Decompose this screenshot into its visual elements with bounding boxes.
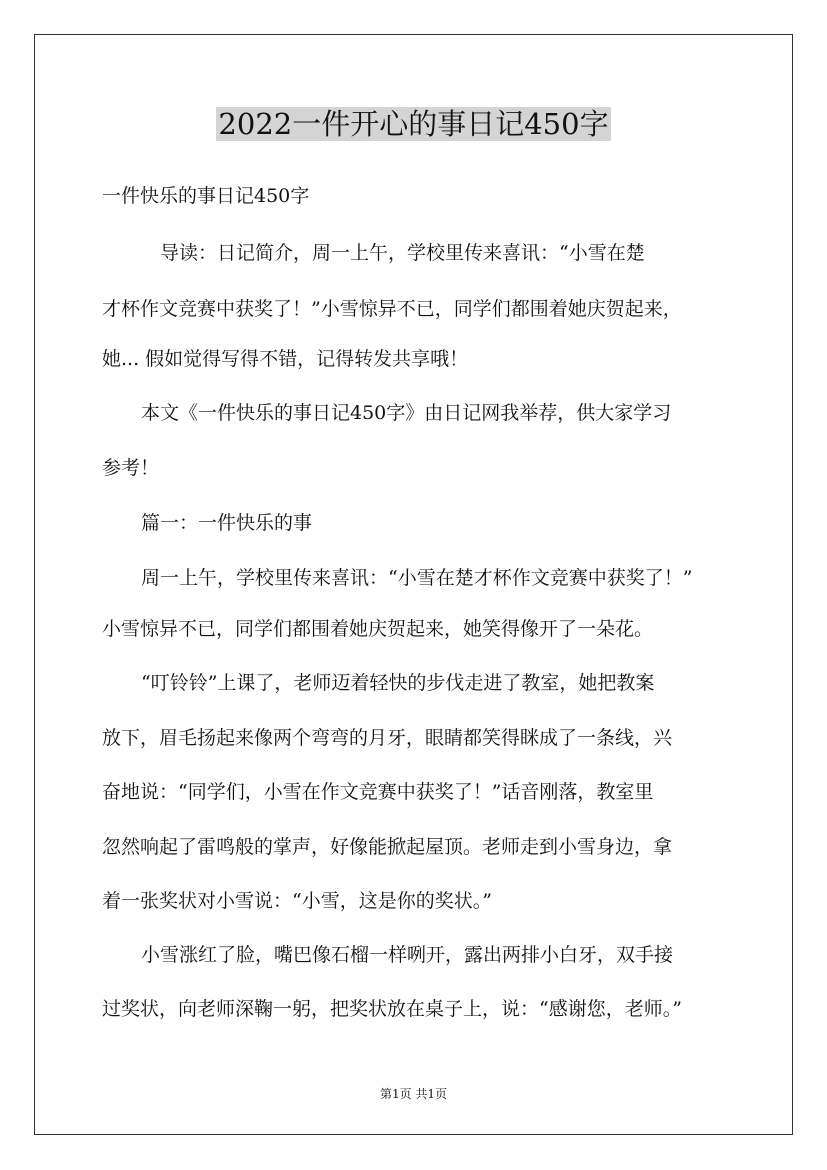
title-text: 2022一件开心的事日记450字 bbox=[218, 107, 609, 141]
body-line-9: 过奖状，向老师深鞠一躬，把奖状放在桌子上，说：“感谢您，老师。” bbox=[102, 998, 682, 1020]
subtitle-line: 一件快乐的事日记450字 bbox=[102, 185, 310, 207]
document-title bbox=[0, 102, 827, 143]
section-heading: 篇一：一件快乐的事 bbox=[141, 512, 313, 534]
body-line-4: 放下，眉毛扬起来像两个弯弯的月牙，眼睛都笑得眯成了一条线，兴 bbox=[102, 727, 673, 749]
body-line-3: “叮铃铃”上课了，老师迈着轻快的步伐走进了教室，她把教案 bbox=[141, 672, 655, 694]
body-line-6: 忽然响起了雷鸣般的掌声，好像能掀起屋顶。老师走到小雪身边，拿 bbox=[102, 836, 673, 858]
page-footer: 第1页 共1页 bbox=[379, 1087, 448, 1101]
intro-line-2: 才杯作文竞赛中获奖了！”小雪惊异不已，同学们都围着她庆贺起来， bbox=[102, 298, 682, 320]
body-line-7: 着一张奖状对小雪说：“小雪，这是你的奖状。” bbox=[102, 890, 492, 912]
recommend-line-1: 本文《一件快乐的事日记450字》由日记网我举荐，供大家学习 bbox=[141, 402, 672, 424]
body-line-1: 周一上午，学校里传来喜讯：“小雪在楚才杯作文竞赛中获奖了！” bbox=[141, 567, 693, 589]
intro-line-3: 她... 假如觉得写得不错，记得转发共享哦！ bbox=[102, 348, 469, 370]
body-line-8: 小雪涨红了脸，嘴巴像石榴一样咧开，露出两排小白牙，双手接 bbox=[141, 944, 674, 966]
body-line-2: 小雪惊异不已，同学们都围着她庆贺起来，她笑得像开了一朵花。 bbox=[102, 618, 654, 640]
recommend-line-2: 参考！ bbox=[102, 457, 160, 479]
body-line-5: 奋地说：“同学们，小雪在作文竞赛中获奖了！”话音刚落，教室里 bbox=[102, 781, 654, 803]
intro-line-1: 导读：日记简介，周一上午，学校里传来喜讯：“小雪在楚 bbox=[160, 242, 645, 264]
